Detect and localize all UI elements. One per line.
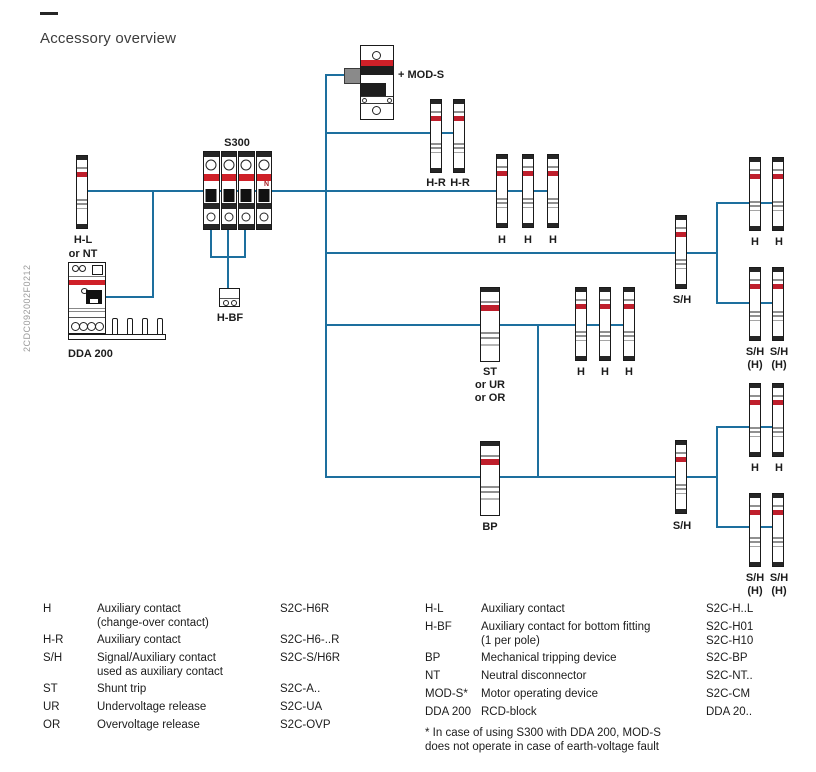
legend-term: H-R xyxy=(43,634,64,646)
title-dash xyxy=(40,12,58,15)
device-ct-h-2 xyxy=(772,157,784,231)
label-sh-top: S/H xyxy=(672,294,692,306)
label-st xyxy=(475,366,506,405)
legend-part: S2C-A.. xyxy=(280,683,321,695)
wire-bottom-junction xyxy=(716,426,718,528)
legend-part: S2C-UA xyxy=(280,701,323,713)
terminal-icon xyxy=(206,160,217,171)
divider xyxy=(69,311,105,312)
screw-icon xyxy=(372,106,381,115)
device-h-bf xyxy=(219,288,240,307)
label-cb-shh-2 xyxy=(770,572,788,598)
device-h-bus-2 xyxy=(522,154,534,228)
busbar-pin-icon xyxy=(112,318,118,335)
device-bp xyxy=(480,441,500,516)
legend-desc2: used as auxiliary contact xyxy=(97,666,223,678)
s300-pole-2 xyxy=(221,151,238,230)
device-h-bus-3 xyxy=(547,154,559,228)
legend-desc: Auxiliary contact xyxy=(97,603,181,615)
label-line: S/H xyxy=(769,572,789,584)
wire-top-stub-b xyxy=(716,302,779,304)
device-s300 xyxy=(203,151,272,230)
divider xyxy=(220,298,239,299)
legend-desc: Overvoltage release xyxy=(97,719,200,731)
wire-st-bp-link xyxy=(537,324,539,478)
label-s300: S300 xyxy=(224,137,250,149)
legend-desc: RCD-block xyxy=(481,706,537,718)
label-h-bus-3: H xyxy=(549,234,557,246)
indicator-icon xyxy=(72,265,79,272)
label-h-mid-1: H xyxy=(577,366,585,378)
neutral-pole-label: N xyxy=(263,181,269,188)
label-cb-shh-1 xyxy=(746,572,764,598)
label-ct-h-2: H xyxy=(775,236,783,248)
label-line: (H) xyxy=(771,585,787,597)
legend-desc: Undervoltage release xyxy=(97,701,207,713)
test-button-icon xyxy=(92,265,103,275)
label-h-r-2: H-R xyxy=(450,177,470,189)
device-h-mid-2 xyxy=(599,287,611,361)
legend-desc: Motor operating device xyxy=(481,688,598,700)
legend-desc: Mechanical tripping device xyxy=(481,652,617,664)
legend-term: BP xyxy=(425,652,441,664)
label-ct-shh-2 xyxy=(770,346,788,372)
legend-term: NT xyxy=(425,670,441,682)
device-st xyxy=(480,287,500,362)
label-line: or OR xyxy=(474,392,506,404)
device-h-mid-3 xyxy=(623,287,635,361)
label-ct-shh-1 xyxy=(746,346,764,372)
legend-desc: Auxiliary contact xyxy=(481,603,565,615)
red-stripe xyxy=(69,280,105,285)
label-h-bus-2: H xyxy=(524,234,532,246)
toggle-icon xyxy=(258,189,269,202)
page-title: Accessory overview xyxy=(40,30,177,47)
terminal-icon xyxy=(242,213,251,222)
label-line: (H) xyxy=(771,359,787,371)
wire-dda-drop xyxy=(152,190,154,298)
device-ct-shh-2 xyxy=(772,267,784,341)
label-h-mid-2: H xyxy=(601,366,609,378)
wire-s300-drop-2 xyxy=(227,230,229,258)
busbar-pin-icon xyxy=(142,318,148,335)
terminal-icon xyxy=(223,160,234,171)
legend-part: S2C-H01 xyxy=(706,621,754,633)
dot-icon xyxy=(362,98,367,103)
label-line: S/H xyxy=(745,346,765,358)
wire-s300-drop-1 xyxy=(210,230,212,258)
toggle-icon xyxy=(241,189,252,202)
device-h-l xyxy=(76,155,88,229)
label-line: ST xyxy=(482,366,498,378)
device-h-r-1 xyxy=(430,99,442,173)
legend-part: S2C-H6R xyxy=(280,603,330,615)
label-h-bf: H-BF xyxy=(216,312,244,324)
label-line: S/H xyxy=(769,346,789,358)
device-cb-shh-2 xyxy=(772,493,784,567)
legend-footnote-line1: * In case of using S300 with DDA 200, MOD-S xyxy=(425,727,661,739)
device-cb-h-1 xyxy=(749,383,761,457)
device-cb-shh-1 xyxy=(749,493,761,567)
label-h-r-1: H-R xyxy=(426,177,446,189)
divider xyxy=(69,276,105,277)
indicator-icon xyxy=(79,265,86,272)
wire-shtop-branch xyxy=(325,252,718,254)
document-code-watermark: 2CDC092002F0212 xyxy=(22,264,32,352)
label-line: or UR xyxy=(475,379,505,391)
label-mod-s: + MOD-S xyxy=(398,69,445,81)
label-h-l: H-L xyxy=(73,234,93,246)
device-sh-bottom xyxy=(675,440,687,514)
wire-bottom-stub-a xyxy=(716,426,779,428)
s300-pole-n xyxy=(256,151,273,230)
label-h-bus-1: H xyxy=(498,234,506,246)
legend-part: S2C-OVP xyxy=(280,719,331,731)
legend-desc: Auxiliary contact for bottom fitting xyxy=(481,621,651,633)
legend-part: S2C-BP xyxy=(706,652,748,664)
label-cb-h-2: H xyxy=(775,462,783,474)
legend-term: UR xyxy=(43,701,60,713)
terminal-icon xyxy=(258,160,269,171)
terminal-icon xyxy=(259,213,268,222)
legend-part: S2C-CM xyxy=(706,688,751,700)
device-ct-shh-1 xyxy=(749,267,761,341)
legend-part: S2C-H..L xyxy=(706,603,754,615)
legend-term: OR xyxy=(43,719,61,731)
dot-icon xyxy=(387,98,392,103)
terminal-icon xyxy=(223,300,229,306)
legend-term: S/H xyxy=(43,652,63,664)
legend-term: H-L xyxy=(425,603,444,615)
terminal-icon xyxy=(231,300,237,306)
label-line: (H) xyxy=(747,359,763,371)
legend-part: S2C-S/H6R xyxy=(280,652,341,664)
legend-term: H-BF xyxy=(425,621,452,633)
device-h-r-2 xyxy=(453,99,465,173)
label-ct-h-1: H xyxy=(751,236,759,248)
label-cb-h-1: H xyxy=(751,462,759,474)
divider xyxy=(69,308,105,309)
busbar-pin-icon xyxy=(157,318,163,335)
device-cb-h-2 xyxy=(772,383,784,457)
legend-part2: S2C-H10 xyxy=(706,635,754,647)
vent-band xyxy=(361,66,393,75)
device-h-bus-1 xyxy=(496,154,508,228)
wire-s300-drop-3 xyxy=(244,230,246,258)
legend-desc: Signal/Auxiliary contact xyxy=(97,652,216,664)
label-bp: BP xyxy=(482,521,498,533)
legend-term: H xyxy=(43,603,52,615)
legend-part: DDA 20.. xyxy=(706,706,753,718)
legend-desc2: (change-over contact) xyxy=(97,617,209,629)
legend-desc2: (1 per pole) xyxy=(481,635,540,647)
legend-desc: Shunt trip xyxy=(97,683,147,695)
wire-hbf-drop xyxy=(227,256,229,288)
device-dda-200 xyxy=(68,262,106,334)
label-line: (H) xyxy=(747,585,763,597)
device-h-mid-1 xyxy=(575,287,587,361)
terminal-icon xyxy=(95,322,104,331)
label-h-mid-3: H xyxy=(625,366,633,378)
s300-pole-1 xyxy=(203,151,220,230)
screw-icon xyxy=(372,51,381,60)
device-ct-h-1 xyxy=(749,157,761,231)
label-line: S/H xyxy=(745,572,765,584)
label-h-l-or-nt: or NT xyxy=(68,248,98,260)
switch-icon xyxy=(86,290,102,304)
wire-dda-feed xyxy=(101,296,154,298)
legend-footnote-line2: does not operate in case of earth-voltage fault xyxy=(425,741,659,753)
terminal-icon xyxy=(241,160,252,171)
legend-term: ST xyxy=(43,683,58,695)
wire-bp-branch xyxy=(325,476,718,478)
legend-desc: Neutral disconnector xyxy=(481,670,587,682)
device-mod-s xyxy=(360,45,394,120)
divider-strip xyxy=(361,96,393,104)
label-dda-200: DDA 200 xyxy=(68,348,113,360)
legend-part: S2C-H6-..R xyxy=(280,634,340,646)
terminal-icon xyxy=(224,213,233,222)
legend-term: DDA 200 xyxy=(425,706,472,718)
wire-top-junction xyxy=(716,202,718,304)
wire-bottom-stub-b xyxy=(716,526,779,528)
busbar-pin-icon xyxy=(127,318,133,335)
s300-pole-3 xyxy=(238,151,255,230)
wire-main-bus xyxy=(88,190,555,192)
legend-part: S2C-NT.. xyxy=(706,670,753,682)
label-sh-bottom: S/H xyxy=(672,520,692,532)
terminal-icon xyxy=(207,213,216,222)
device-sh-top xyxy=(675,215,687,289)
toggle-icon xyxy=(206,189,217,202)
legend-desc: Auxiliary contact xyxy=(97,634,181,646)
wire-trunk xyxy=(325,74,327,478)
legend-term: MOD-S* xyxy=(425,688,468,700)
wire-top-stub-a xyxy=(716,202,779,204)
wire-mods-stub xyxy=(325,74,346,76)
motor-block xyxy=(361,83,386,96)
toggle-icon xyxy=(223,189,234,202)
divider xyxy=(69,317,105,318)
